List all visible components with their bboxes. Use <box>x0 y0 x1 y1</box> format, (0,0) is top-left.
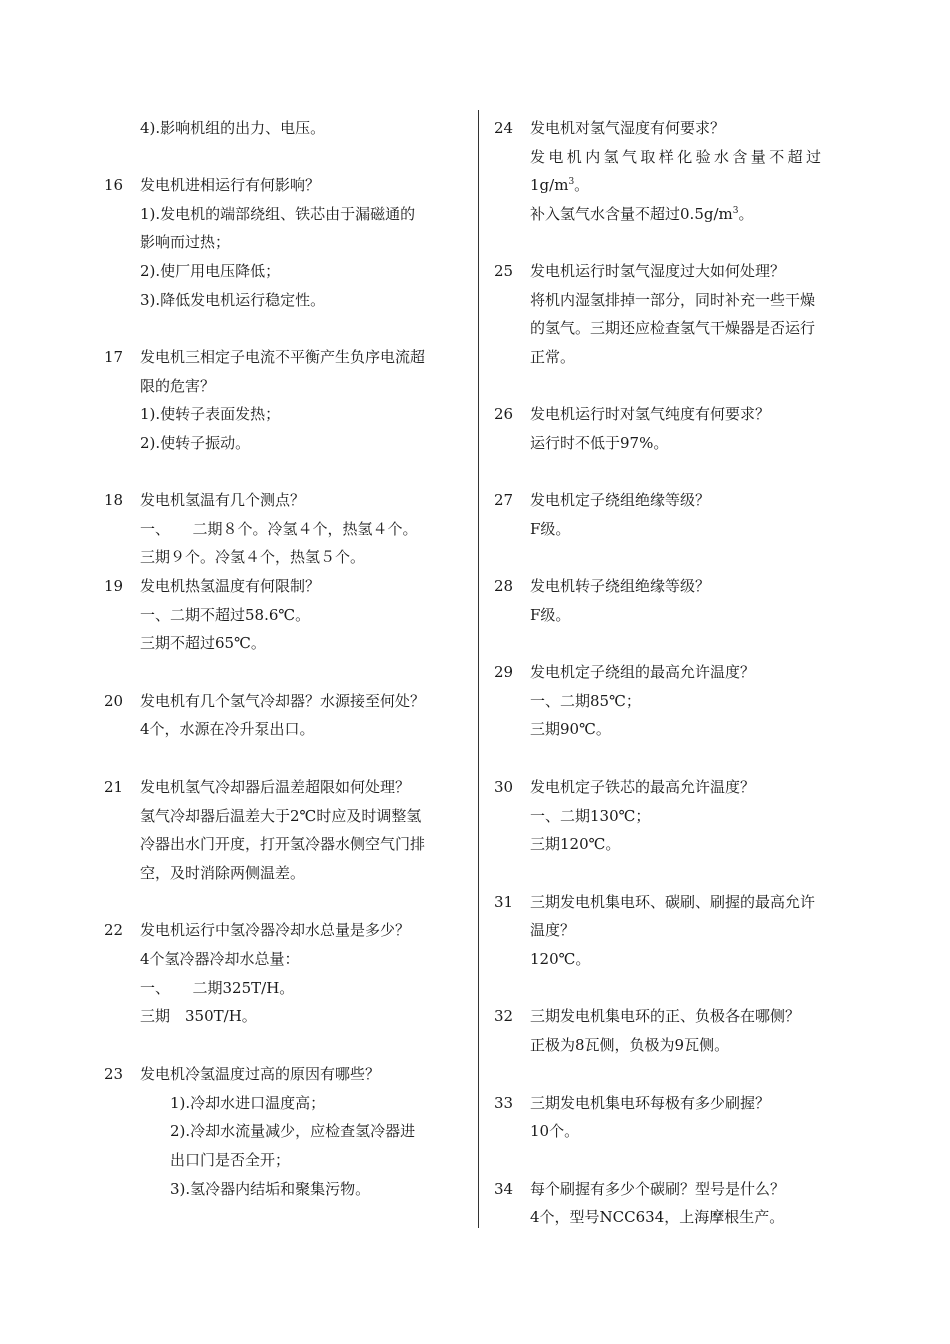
item-number: 25 <box>494 262 514 280</box>
item-number: 34 <box>494 1180 514 1198</box>
column-divider <box>478 110 479 1228</box>
answer-text: 一、 二期325T/H。 <box>140 979 295 997</box>
item-number: 33 <box>494 1094 514 1112</box>
item-number: 28 <box>494 577 514 595</box>
question-text: 每个刷握有多少个碳刷？型号是什么？ <box>530 1180 786 1198</box>
question-text: 发电机对氢气湿度有何要求？ <box>530 119 726 137</box>
answer-text: 4个，型号NCC634，上海摩根生产。 <box>530 1208 785 1226</box>
question-text: 发电机热氢温度有何限制？ <box>140 577 321 595</box>
answer-text: F级。 <box>530 606 571 624</box>
item-number: 27 <box>494 491 514 509</box>
answer-text: 三期９个。冷氢４个，热氢５个。 <box>140 548 366 566</box>
question-text: 发电机运行时对氢气纯度有何要求？ <box>530 405 771 423</box>
item-number: 31 <box>494 893 514 911</box>
question-text: 发电机定子绕组的最高允许温度？ <box>530 663 756 681</box>
answer-text: 1).发电机的端部绕组、铁芯由于漏磁通的 <box>140 205 416 223</box>
question-text: 发电机有几个氢气冷却器？水源接至何处？ <box>140 692 426 710</box>
question-text: 限的危害？ <box>140 377 216 395</box>
answer-text: 的氢气。三期还应检查氢气干燥器是否运行 <box>530 319 816 337</box>
answer-text: 10个。 <box>530 1122 580 1140</box>
answer-text: 2).使转子振动。 <box>140 434 251 452</box>
item-number: 26 <box>494 405 514 423</box>
answer-text: 4个氢冷器冷却水总量： <box>140 950 300 968</box>
question-text: 发电机定子绕组绝缘等级？ <box>530 491 711 509</box>
answer-text: 一、二期不超过58.6℃。 <box>140 606 311 624</box>
answer-text: 1).冷却水进口温度高； <box>170 1094 326 1112</box>
item-number: 23 <box>104 1065 124 1083</box>
question-text: 发电机氢温有几个测点？ <box>140 491 306 509</box>
question-text: 发电机转子绕组绝缘等级？ <box>530 577 711 595</box>
answer-text: 一、二期130℃； <box>530 807 651 825</box>
item-number: 17 <box>104 348 124 366</box>
answer-text: 1).使转子表面发热； <box>140 405 281 423</box>
question-text: 三期发电机集电环的正、负极各在哪侧？ <box>530 1007 801 1025</box>
answer-text: 4个，水源在冷升泵出口。 <box>140 720 315 738</box>
item-number: 18 <box>104 491 124 509</box>
question-text: 三期发电机集电环每极有多少刷握？ <box>530 1094 771 1112</box>
answer-text: 冷器出水门开度，打开氢冷器水侧空气门排 <box>140 835 426 853</box>
answer-text: 3).降低发电机运行稳定性。 <box>140 291 326 309</box>
continuation-text: 4).影响机组的出力、电压。 <box>140 119 326 137</box>
answer-text: 三期90℃。 <box>530 720 611 738</box>
answer-text: 出口门是否全开； <box>170 1151 291 1169</box>
item-number: 19 <box>104 577 124 595</box>
answer-text: 影响而过热； <box>140 233 231 251</box>
item-number: 20 <box>104 692 124 710</box>
question-text: 发电机运行中氢冷器冷却水总量是多少？ <box>140 921 411 939</box>
answer-text: 空，及时消除两侧温差。 <box>140 864 306 882</box>
answer-text: 120℃。 <box>530 950 591 968</box>
answer-text: 一、二期85℃； <box>530 692 641 710</box>
item-number: 24 <box>494 119 514 137</box>
item-number: 29 <box>494 663 514 681</box>
question-text: 发电机氢气冷却器后温差超限如何处理？ <box>140 778 411 796</box>
question-text: 温度？ <box>530 921 576 939</box>
answer-text: 三期 350T/H。 <box>140 1007 257 1025</box>
question-text: 发电机定子铁芯的最高允许温度？ <box>530 778 756 796</box>
answer-text: 氢气冷却器后温差大于2℃时应及时调整氢 <box>140 807 422 825</box>
answer-text: 一、 二期８个。冷氢４个，热氢４个。 <box>140 520 418 538</box>
answer-text: 补入氢气水含量不超过$0.5g/m^3$。 <box>530 205 754 223</box>
answer-text: 发电机内氢气取样化验水含量不超过 <box>530 148 825 166</box>
answer-text: 正极为8瓦侧，负极为9瓦侧。 <box>530 1036 730 1054</box>
question-text: 三期发电机集电环、碳刷、刷握的最高允许 <box>530 893 816 911</box>
answer-text: 正常。 <box>530 348 576 366</box>
answer-text: $1g/m^3$。 <box>530 176 590 194</box>
item-number: 32 <box>494 1007 514 1025</box>
item-number: 16 <box>104 176 124 194</box>
answer-text: 2).使厂用电压降低； <box>140 262 281 280</box>
answer-text: 2).冷却水流量减少，应检查氢冷器进 <box>170 1122 416 1140</box>
item-number: 21 <box>104 778 124 796</box>
item-number: 22 <box>104 921 124 939</box>
answer-text: 3).氢冷器内结垢和聚集污物。 <box>170 1180 371 1198</box>
question-text: 发电机运行时氢气湿度过大如何处理？ <box>530 262 786 280</box>
answer-text: F级。 <box>530 520 571 538</box>
answer-text: 三期不超过65℃。 <box>140 634 266 652</box>
question-text: 发电机三相定子电流不平衡产生负序电流超 <box>140 348 426 366</box>
question-text: 发电机冷氢温度过高的原因有哪些？ <box>140 1065 381 1083</box>
answer-text: 三期120℃。 <box>530 835 621 853</box>
answer-text: 将机内湿氢排掉一部分，同时补充一些干燥 <box>530 291 816 309</box>
answer-text: 运行时不低于97%。 <box>530 434 669 452</box>
question-text: 发电机进相运行有何影响？ <box>140 176 321 194</box>
item-number: 30 <box>494 778 514 796</box>
